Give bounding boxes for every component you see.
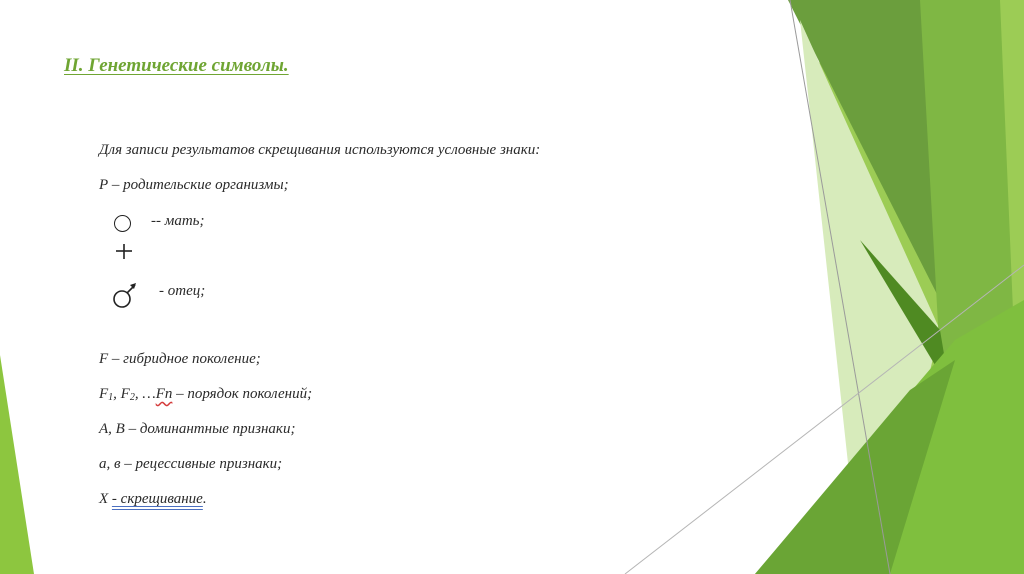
female-cross: [115, 242, 133, 260]
slide-title: II. Генетические символы.: [64, 55, 289, 76]
mother-label: -- мать;: [151, 213, 205, 229]
gen-fn: Fn: [155, 386, 173, 402]
gen-rest: – порядок поколений;: [172, 386, 313, 402]
parents-line: Р – родительские организмы;: [99, 177, 289, 193]
dominant-line: А, В – доминантные признаки;: [99, 421, 296, 437]
intro-text: Для записи результатов скрещивания используются условные знаки:: [99, 142, 541, 158]
gen-f: F: [99, 386, 109, 402]
gen-sub1: 1: [108, 392, 114, 403]
father-label: - отец;: [159, 283, 206, 299]
cross-suffix: .: [202, 491, 207, 507]
cross-prefix: Х: [99, 491, 112, 507]
gen-sub2: 2: [129, 392, 135, 403]
cross-line: [99, 491, 207, 508]
female-symbol-icon: [113, 212, 133, 262]
gen-sep2: , …: [134, 386, 156, 402]
recessive-line: а, в – рецессивные признаки;: [99, 456, 283, 472]
generations-line: [99, 386, 312, 403]
gen-sep1: , F: [113, 386, 130, 402]
left-green-sliver: [0, 355, 34, 574]
male-symbol-icon: [112, 280, 140, 310]
cross-underlined: - скрещивание: [111, 491, 203, 507]
female-circle: [114, 215, 131, 232]
hybrid-line: F – гибридное поколение;: [99, 351, 261, 367]
